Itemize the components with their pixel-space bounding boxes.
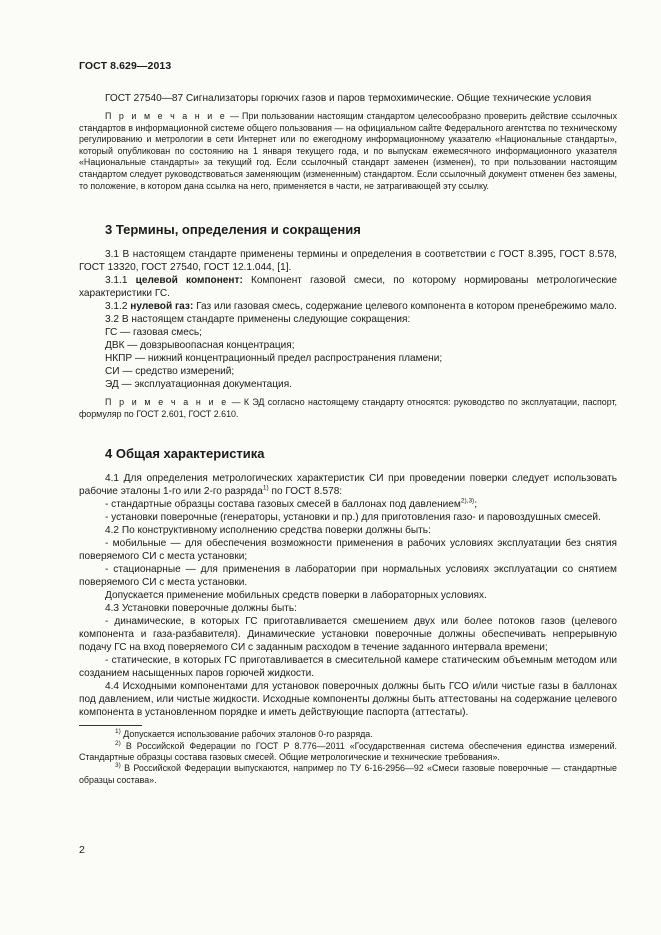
page-content xyxy=(79,92,617,786)
para-3-1-1 xyxy=(79,274,617,300)
footnote-text: В Российской Федерации выпускаются, например по ТУ 6-16-2956—92 «Смеси газовые поверочные — стандартные образцы состава». xyxy=(79,763,617,785)
footnote-mark: 2) xyxy=(115,739,121,747)
normative-refs-note xyxy=(79,111,617,192)
abbreviation-item: ЭД — эксплуатационная документация. xyxy=(105,379,292,391)
footnote-mark: 1) xyxy=(115,728,121,736)
para-4-1-item-1 xyxy=(79,498,617,511)
footnote-text: Допускается использование рабочих эталонов 0-го разряда. xyxy=(120,729,373,740)
document-code-header: ГОСТ 8.629—2013 xyxy=(79,60,172,72)
footnote-separator xyxy=(79,725,142,726)
para-4-1-item-2: - установки поверочные (генераторы, установки и пр.) для приготовления газо- и паровоздушных смесей. xyxy=(105,512,601,524)
para-4-2-item-2: - стационарные — для применения в лаборатории при нормальных условиях эксплуатации со снятием поверяемого СИ с места установки. xyxy=(79,564,617,589)
footnote-mark: 3) xyxy=(115,762,121,770)
para-4-1 xyxy=(79,472,617,498)
note-label: П р и м е ч а н и е xyxy=(105,111,227,121)
term-zero-gas: нулевой газ: xyxy=(130,301,194,313)
abbreviation-item: ГС — газовая смесь; xyxy=(105,327,202,339)
para-4-1-text-end: по ГОСТ 8.578: xyxy=(268,486,343,498)
para-4-3: 4.3 Установки поверочные должны быть: xyxy=(105,603,297,615)
footnote-text: В Российской Федерации по ГОСТ Р 8.776—2011 «Государственная система обеспечения единства измерений. Стандартные образцы состава газовых смесей. Общие метрологические и технические требования». xyxy=(79,740,617,762)
item-text-end: ; xyxy=(474,499,478,511)
page-number: 2 xyxy=(79,844,85,856)
footnote-ref-1: 1) xyxy=(262,484,269,492)
para-3-1: 3.1 В настоящем стандарте применены термины и определения в соответствии с ГОСТ 8.395, ГОСТ 8.578, ГОСТ 13320, ГОСТ 27540, ГОСТ 12.1.044, [1]. xyxy=(79,249,617,274)
abbreviation-item: СИ — средство измерений; xyxy=(105,366,235,378)
para-4-2-item-1: - мобильные — для обеспечения возможности применения в рабочих условиях эксплуатации без снятия поверяемого СИ с места установки; xyxy=(79,538,617,563)
abbreviation-item: ДВК — довзрывоопасная концентрация; xyxy=(105,340,295,352)
note-text: — К ЭД согласно настоящему стандарту относятся: руководство по эксплуатации, паспорт, формуляр по ГОСТ 2.601, ГОСТ 2.610. xyxy=(79,397,617,419)
para-4-1-text: 4.1 Для определения метрологических характеристик СИ при проведении поверки следует использовать рабочие эталоны 1-го или 2-го разряда xyxy=(79,473,617,498)
section-3-heading: 3 Термины, определения и сокращения xyxy=(105,222,361,238)
reference-standard-line: ГОСТ 27540—87 Сигнализаторы горючих газов и паров термохимические. Общие технические условия xyxy=(105,93,592,104)
term-target-component: целевой компонент: xyxy=(135,275,243,287)
para-4-2-end: Допускается применение мобильных средств поверки в лабораторных условиях. xyxy=(105,590,487,602)
note-label: П р и м е ч а н и е xyxy=(105,397,229,408)
para-3-1-2 xyxy=(79,300,617,313)
item-text: - стандартные образцы состава газовых смесей в баллонах под давлением xyxy=(105,499,461,511)
definition-target-component: Компонент газовой смеси, по которому нормированы метрологические характеристики ГС. xyxy=(79,275,617,300)
definition-zero-gas: Газ или газовая смесь, содержание целевого компонента в котором пренебрежимо мало. xyxy=(193,301,617,313)
para-3-1-2-number: 3.1.2 xyxy=(105,301,131,313)
para-3-1-1-number: 3.1.1 xyxy=(105,275,136,287)
operational-docs-note xyxy=(79,397,617,420)
abbreviation-item: НКПР — нижний концентрационный предел распространения пламени; xyxy=(105,353,443,365)
para-3-2: 3.2 В настоящем стандарте применены следующие сокращения: xyxy=(105,314,411,326)
para-4-3-item-1: - динамические, в которых ГС приготавливается смешением двух или более потоков газов (целевого компонента и газа-разбавителя). Динамические установки поверочные должны обеспечивать непрерывную подачу ГС на вход поверяемого СИ с заданным расходом в течение заданного интервала времени; xyxy=(79,616,617,654)
footnote-ref-2-3: 2),3) xyxy=(460,497,475,505)
footnote-1 xyxy=(79,729,617,740)
para-4-3-item-2: - статические, в которых ГС приготавливается в смесительной камере статическим объемным методом или созданием насыщенных паров горючей жидкости. xyxy=(79,655,617,680)
section-4-heading: 4 Общая характеристика xyxy=(105,446,265,462)
footnote-3 xyxy=(79,763,617,786)
para-4-4: 4.4 Исходными компонентами для установок поверочных должны быть ГСО и/или чистые газы в баллонах под давлением, или чистые жидкости. Исходные компоненты должны быть аттестованы на содержание целевого компонента в установленном порядке и иметь действующие паспорта (аттестаты). xyxy=(79,681,617,719)
para-4-2: 4.2 По конструктивному исполнению средства поверки должны быть: xyxy=(105,525,431,537)
note-text: — При пользовании настоящим стандартом целесообразно проверить действие ссылочных стандартов в информационной системе общего пользования — на официальном сайте Федерального агентства по техническому регулированию и метрологии в сети Интернет или по ежегодному информационному указателю «Национальные стандарты», который опубликован по состоянию на 1 января текущего года, и по выпускам ежемесячного информационного указателя «Национальные стандарты» за текущий год. Если ссылочный стандарт заменен (изменен), то при пользовании настоящим стандартом следует руководствоваться заменяющим (измененным) стандартом. Если ссылочный документ отменен без замены, то положение, в котором дана ссылка на него, применяется в части, не затрагивающей эту ссылку. xyxy=(79,111,618,191)
footnote-2 xyxy=(79,741,617,764)
